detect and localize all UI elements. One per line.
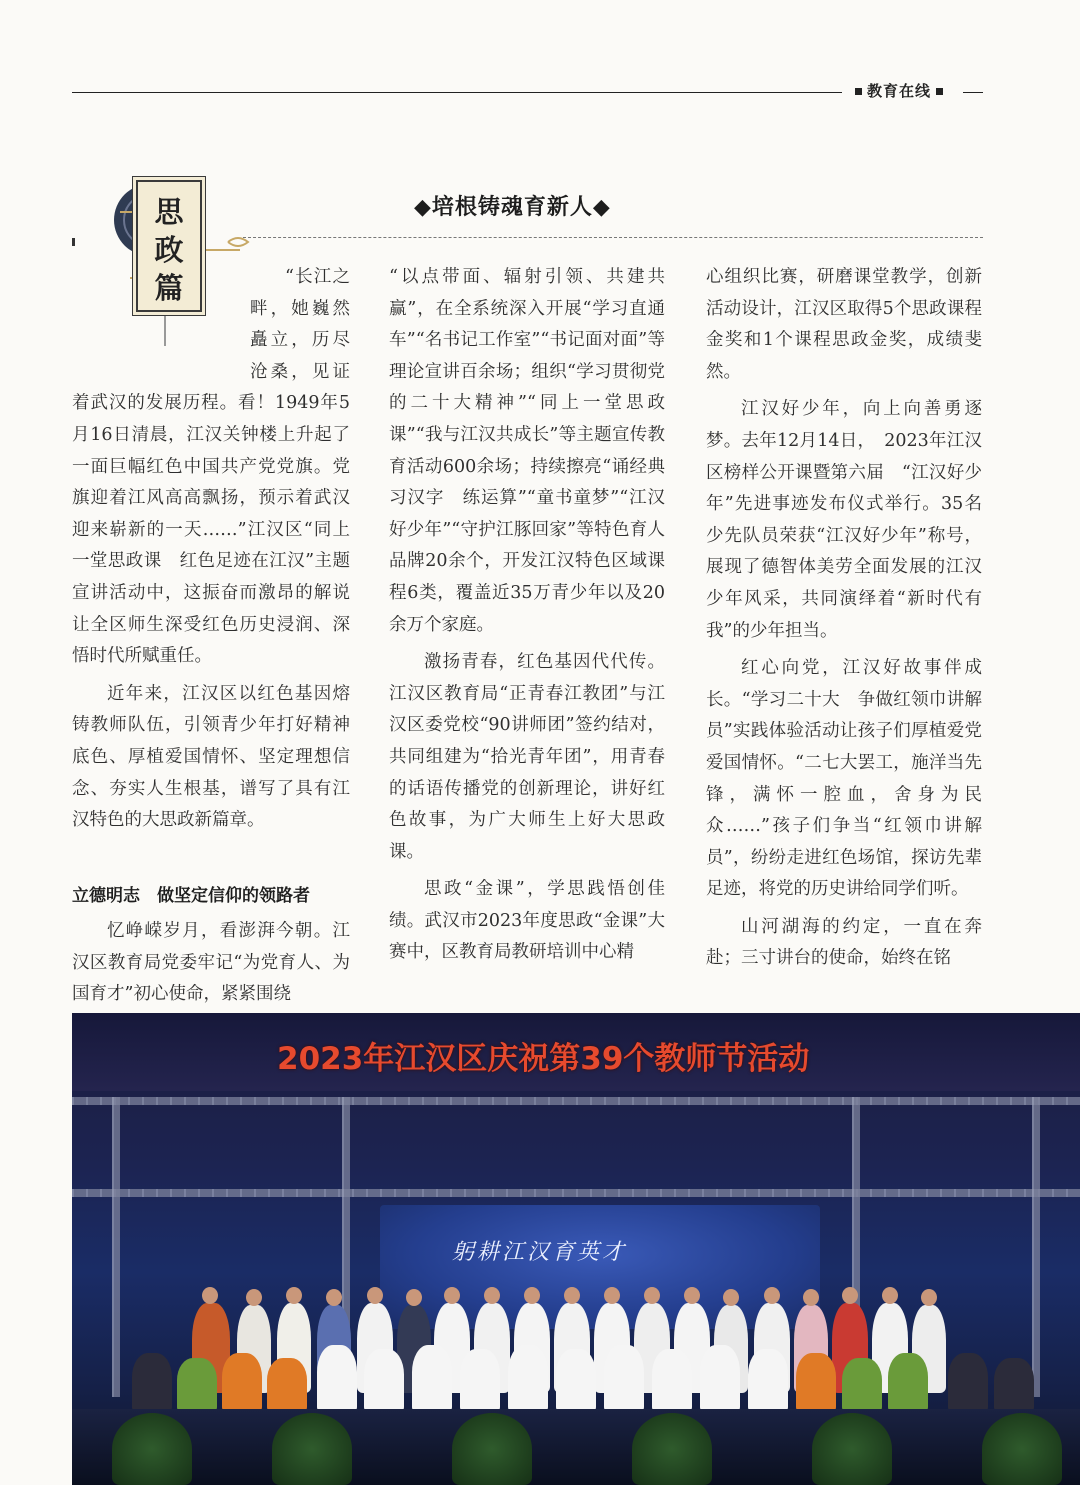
text-column-2 [389,262,683,969]
plant [112,1413,192,1485]
plant [632,1413,712,1485]
head [202,1287,218,1304]
text-column-1 [72,262,350,1011]
section-tag-label: 教育在线 [867,82,932,100]
person [888,1353,928,1413]
person [556,1349,596,1413]
paragraph: 山河湖海的约定，一直在奔赴；三寸讲台的使命，始终在铭 [706,916,982,969]
event-photo [72,1013,1080,1485]
person [748,1349,788,1413]
head [684,1287,700,1304]
section-tag [850,80,948,101]
head [564,1287,580,1304]
banner-text: 2023年江汉区庆祝第39个教师节活动 [277,1041,810,1077]
head [444,1287,460,1304]
paragraph: 近年来，江汉区以红色基因熔铸教师队伍，引领青少年打好精神底色、厚植爱国情怀、坚定理想信念、夯实人生根基，谱写了具有江汉特色的大思政新篇章。 [72,683,350,831]
person [177,1358,217,1413]
plant [272,1413,352,1485]
person [700,1345,740,1413]
person [652,1349,692,1413]
stage-truss [72,1097,1080,1105]
title-divider [243,237,983,238]
head [764,1287,780,1304]
square-bullet-icon [855,88,862,95]
paragraph: “以点带面、辐射引领、共建共赢”，在全系统深入开展“学习直通车”“名书记工作室”“书记面对面”等理论宣讲百余场；组织“学习贯彻党的二十大精神”“同上一堂思政课”“我与江汉共成长”等主题宣传教育活动600余场；持续擦亮“诵经典 习汉字 练运算”“童书童梦”“江汉好少年”“守护江豚回家”等特色育人品牌20余个，开发江汉特色区域课程6类，覆盖近35万青少年以及20余万个家庭。 [389,267,683,635]
head [723,1289,739,1306]
head [604,1287,620,1304]
head [803,1289,819,1306]
person [508,1345,548,1413]
header-rule-end [963,92,983,93]
person [460,1349,500,1413]
lead-text: “长江之畔，她巍然矗立，历尽沧桑，见 [250,267,350,382]
text-column-3 [706,262,982,975]
paragraph: 激扬青春，红色基因代代传。江汉区教育局“正青春江教团”与江汉区委党校“90讲师团”签约结对，共同组建为“拾光青年团”，用青春的话语传播党的创新理论，讲好红色故事，为广大师生上好大思政课。 [389,652,665,862]
header-rule [72,92,842,93]
stage-truss [72,1189,1080,1197]
head [246,1289,262,1306]
head [367,1287,383,1304]
badge-char-1: 思 [154,195,184,229]
badge-spacer [72,262,250,388]
person [317,1345,357,1413]
head [842,1287,858,1304]
badge-char-3: 篇 [154,271,184,305]
square-bullet-icon [936,88,943,95]
head [286,1287,302,1304]
person [604,1345,644,1413]
person [222,1353,262,1413]
head [644,1287,660,1304]
person [842,1358,882,1413]
plant [452,1413,532,1485]
person [412,1345,452,1413]
head [524,1287,540,1304]
plant [812,1413,892,1485]
head [326,1289,342,1306]
paragraph: 忆峥嵘岁月，看澎湃今朝。江汉区教育局党委牢记“为党育人、为国育才”初心使命，紧紧围绕 [72,921,350,1005]
subheading: 立德明志 做坚定信仰的领路者 [72,885,310,906]
head [882,1287,898,1304]
plant [982,1413,1062,1485]
paragraph: 心组织比赛，研磨课堂教学，创新活动设计，江汉区取得5个思政课程金奖和1个课程思政金奖，成绩斐然。 [706,267,982,382]
person [796,1353,836,1413]
stage-truss [1032,1097,1040,1397]
paragraph: 红心向党，江汉好故事伴成长。“学习二十大 争做红领巾讲解员”实践体验活动让孩子们厚植爱党爱国情怀。“二七大罢工，施洋当先锋，满怀一腔血，舍身为民众……”孩子们争当“红领巾讲解员”，纷纷走进红色场馆，探访先辈足迹，将党的历史讲给同学们听。 [706,658,982,900]
head [484,1287,500,1304]
person [994,1358,1034,1413]
badge-char-2: 政 [154,233,184,267]
stage-floor [72,1409,1080,1485]
person [267,1358,307,1413]
person [948,1353,988,1413]
paragraph: 江汉好少年，向上向善勇逐梦。去年12月14日， 2023年江汉区榜样公开课暨第六届 “江汉好少年”先进事迹发布仪式举行。35名少先队员荣获“江汉好少年”称号，展现了德智体美劳全面发展的江汉少年风采，共同演绎着“新时代有我”的少年担当。 [706,399,982,641]
badge-tick [72,238,75,246]
article-title: ◆培根铸魂育新人◆ [414,195,611,220]
person [364,1349,404,1413]
person [132,1353,172,1413]
head [921,1289,937,1306]
screen-slogan: 躬耕江汉育英才 [452,1240,628,1265]
lead-text-rest: 证着武汉的发展历程。看！1949年5月16日清晨，江汉关钟楼上升起了一面巨幅红色中国共产党党旗。党旗迎着江风高高飘扬，预示着武汉迎来崭新的一天……”江汉区“同上一堂思政课 红色足迹在江汉”主题宣讲活动中，这振奋而激昂的解说让全区师生深受红色历史浸润、深悟时代所赋重任。 [72,361,350,667]
paragraph: 思政“金课”，学思践悟创佳绩。武汉市2023年度思政“金课”大赛中，区教育局教研培训中心精 [389,879,665,963]
head [406,1289,422,1306]
stage-truss [112,1097,120,1397]
